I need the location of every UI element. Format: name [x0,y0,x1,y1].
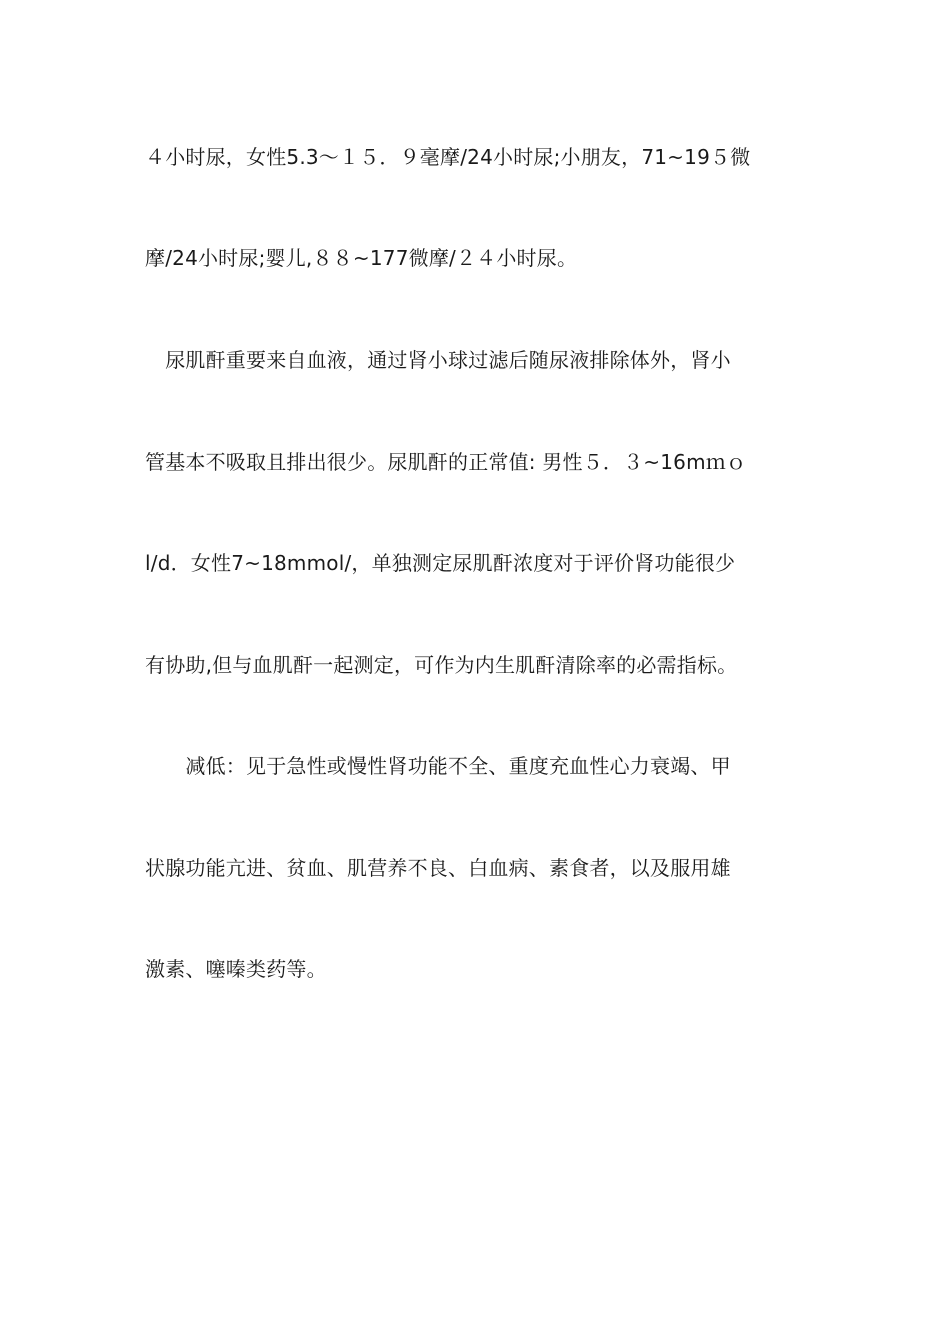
text-line: 激素、噻嗪类药等。 [145,957,327,981]
text-line: 状腺功能亢进、贫血、肌营养不良、白血病、素食者，以及服用雄 [145,856,731,880]
text-line: l/d．女性7~18mmol/，单独测定尿肌酐浓度对于评价肾功能很少 [145,551,736,575]
text-line: 有协助,但与血肌酐一起测定，可作为内生肌酐清除率的必需指标。 [145,653,738,677]
text-line: 摩/24小时尿;婴儿,８８~177微摩/２４小时尿。 [145,246,578,270]
text-line: 管基本不吸取且排出很少。尿肌酐的正常值: 男性５．３~16mｍｏ [145,450,747,474]
text-line: 减低：见于急性或慢性肾功能不全、重度充血性心力衰竭、甲 [145,754,731,778]
text-line: 尿肌酐重要来自血液，通过肾小球过滤后随尿液排除体外，肾小 [145,348,731,372]
text-line: ４小时尿，女性5.3～１５．９毫摩/24小时尿;小朋友，71~19５微 [145,145,751,169]
